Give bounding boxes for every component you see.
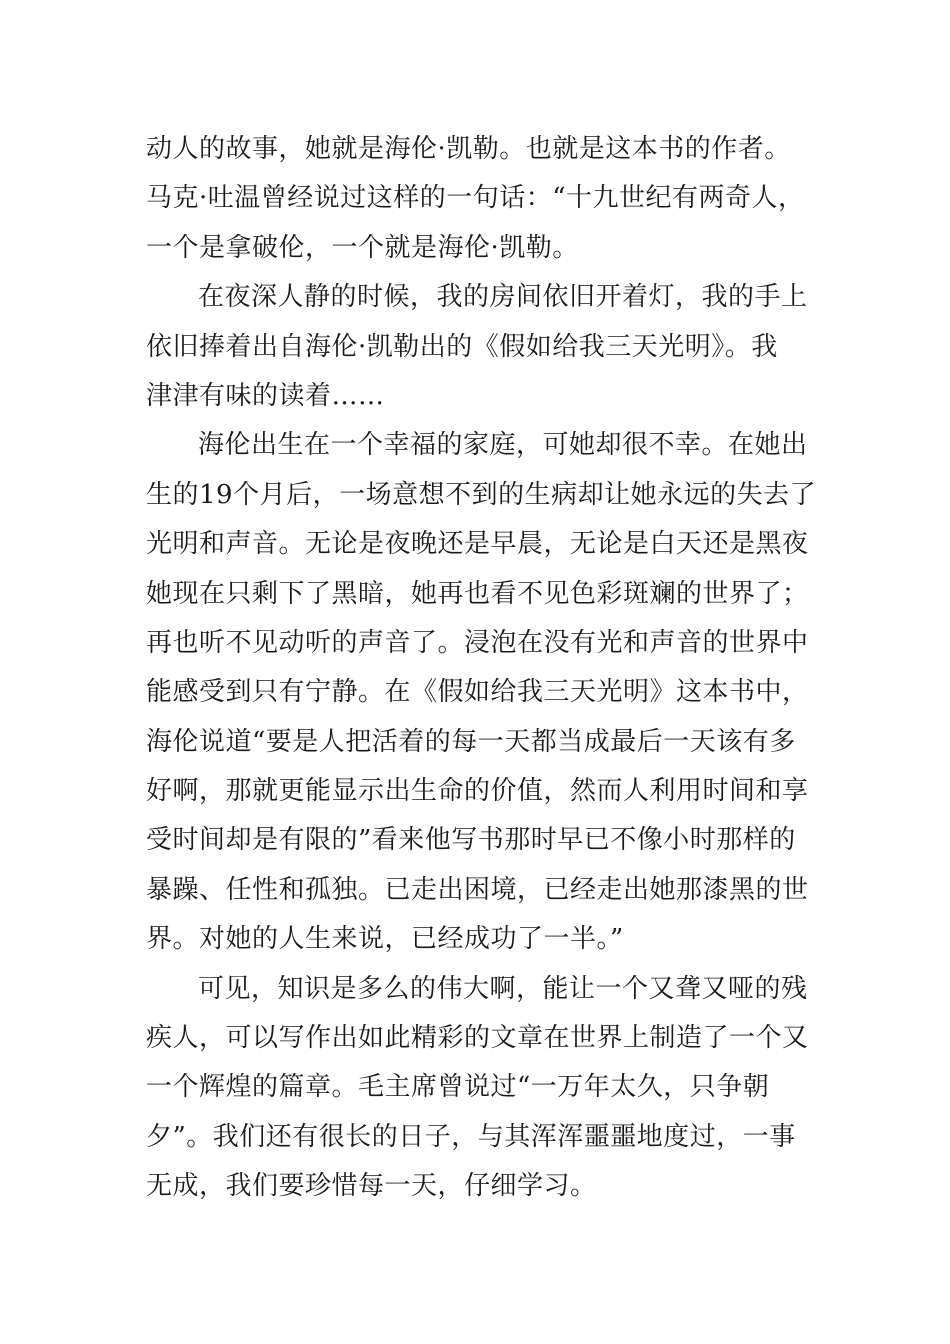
text-line: 夕”。我们还有很长的日子，与其浑浑噩噩地度过，一事: [146, 1121, 796, 1152]
text-line: 受时间却是有限的”看来他写书那时早已不像小时那样的: [146, 825, 796, 856]
text-line: 能感受到只有宁静。在《假如给我三天光明》这本书中，: [146, 677, 809, 708]
text-line: 她现在只剩下了黑暗，她再也看不见色彩斑斓的世界了；: [146, 578, 809, 609]
text-line: 海伦出生在一个幸福的家庭，可她却很不幸。在她出: [198, 430, 808, 461]
text-line: 可见，知识是多么的伟大啊，能让一个又聋又哑的残: [198, 973, 808, 1004]
text-line: 暴躁、任性和孤独。已走出困境，已经走出她那漆黑的世: [146, 874, 809, 905]
text-line: 生的19个月后，一场意想不到的生病却让她永远的失去了: [146, 479, 817, 510]
text-line: 动人的故事，她就是海伦·凯勒。也就是这本书的作者。: [146, 134, 791, 164]
text-line: 疾人，可以写作出如此精彩的文章在世界上制造了一个又: [146, 1023, 809, 1054]
text-line: 津津有味的读着……: [146, 380, 385, 411]
text-line: 无成，我们要珍惜每一天，仔细学习。: [146, 1171, 597, 1202]
text-line: 界。对她的人生来说，已经成功了一半。”: [146, 924, 624, 955]
body-text: [146, 125, 816, 1212]
text-line: 依旧捧着出自海伦·凯勒出的《假如给我三天光明》。我: [146, 331, 778, 362]
text-line: 马克·吐温曾经说过这样的一句话：“十九世纪有两奇人，: [146, 183, 805, 214]
text-line: 一个是拿破伦，一个就是海伦·凯勒。: [146, 232, 579, 263]
text-line: 海伦说道“要是人把活着的每一天都当成最后一天该有多: [146, 726, 796, 757]
text-line: 在夜深人静的时候，我的房间依旧开着灯，我的手上: [198, 282, 808, 313]
text-line: 一个辉煌的篇章。毛主席曾说过“一万年太久，只争朝: [146, 1072, 770, 1103]
text-line: 好啊，那就更能显示出生命的价值，然而人利用时间和享: [146, 776, 809, 807]
text-line: 再也听不见动听的声音了。浸泡在没有光和声音的世界中: [146, 627, 809, 658]
text-line: 光明和声音。无论是夜晚还是早晨，无论是白天还是黑夜: [146, 529, 809, 560]
